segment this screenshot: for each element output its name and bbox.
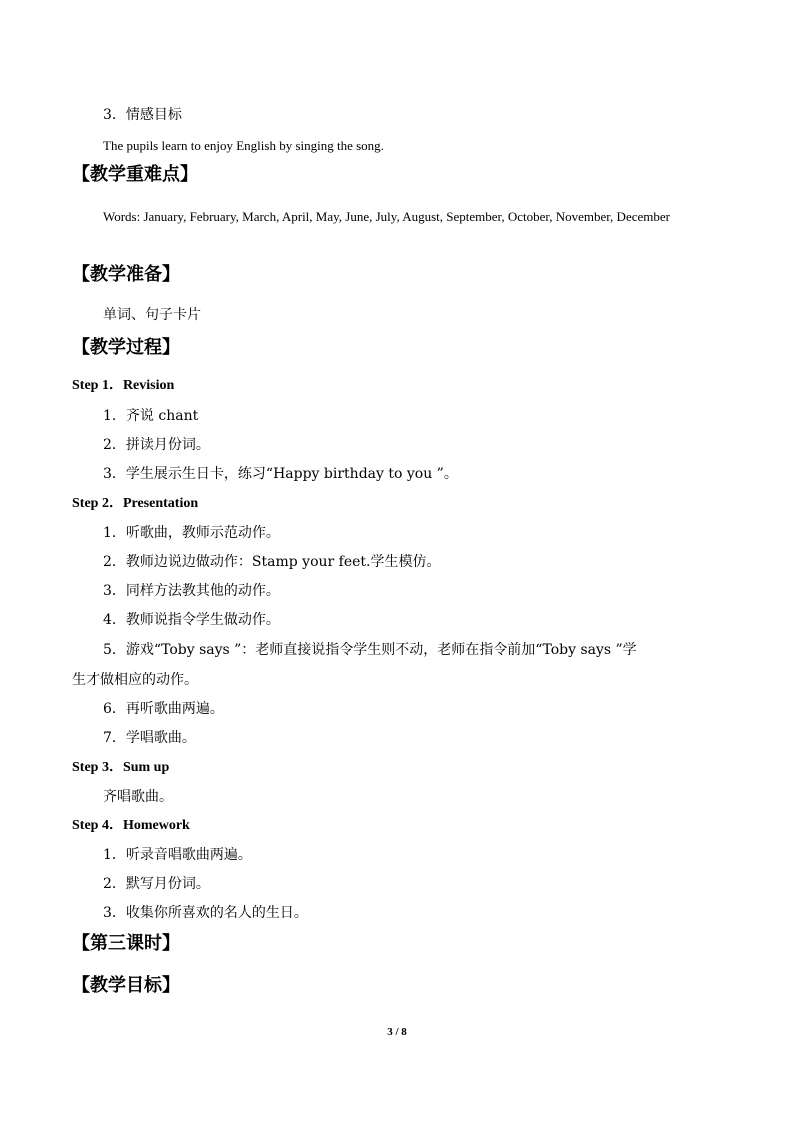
step-2-title: Step 2．Presentation	[72, 496, 199, 511]
list-item: 3．同样方法教其他的动作。	[103, 583, 280, 599]
list-item: 7．学唱歌曲。	[103, 730, 196, 746]
step-3-title: Step 3．Sum up	[72, 760, 170, 775]
step-4-title: Step 4．Homework	[72, 818, 190, 833]
page-number: 3 / 8	[387, 1026, 407, 1038]
heading-lesson-3: 【第三课时】	[72, 933, 180, 954]
step-3-text: 齐唱歌曲。	[103, 789, 173, 805]
step-1-title: Step 1．Revision	[72, 378, 175, 393]
list-item: 6．再听歌曲两遍。	[103, 701, 224, 717]
list-item: 4．教师说指令学生做动作。	[103, 612, 280, 628]
goal-3-title: 情感目标	[125, 107, 182, 123]
goal-3-heading	[103, 105, 182, 125]
list-item: 2．默写月份词。	[103, 876, 210, 892]
list-item: 2．拼读月份词。	[103, 437, 210, 453]
heading-process: 【教学过程】	[72, 337, 180, 358]
list-item: 3．收集你所喜欢的名人的生日。	[103, 905, 308, 921]
heading-goals: 【教学目标】	[72, 975, 180, 996]
goal-3-text: The pupils learn to enjoy English by singing the song.	[103, 138, 384, 153]
words-paragraph: Words: January, February, March, April, May, June, July, August, September, October, November, December	[103, 209, 670, 224]
list-item-game-line2: 生才做相应的动作。	[72, 672, 198, 688]
list-item: 3．学生展示生日卡，练习“Happy birthday to you ”。	[103, 466, 458, 482]
list-item: 1．听录音唱歌曲两遍。	[103, 847, 252, 863]
list-item: 2．教师边说边做动作：Stamp your feet.学生模仿。	[103, 554, 441, 570]
heading-key-points: 【教学重难点】	[72, 164, 198, 185]
preparation-text: 单词、句子卡片	[103, 307, 201, 323]
list-item-game-line1: 5．游戏“Toby says ”：老师直接说指令学生则不动，老师在指令前加“Toby says ”学	[103, 642, 637, 658]
heading-preparation: 【教学准备】	[72, 264, 180, 285]
list-item: 1．听歌曲，教师示范动作。	[103, 525, 280, 541]
goal-3-number: 3．	[103, 107, 126, 123]
list-item: 1．齐说 chant	[103, 408, 199, 424]
